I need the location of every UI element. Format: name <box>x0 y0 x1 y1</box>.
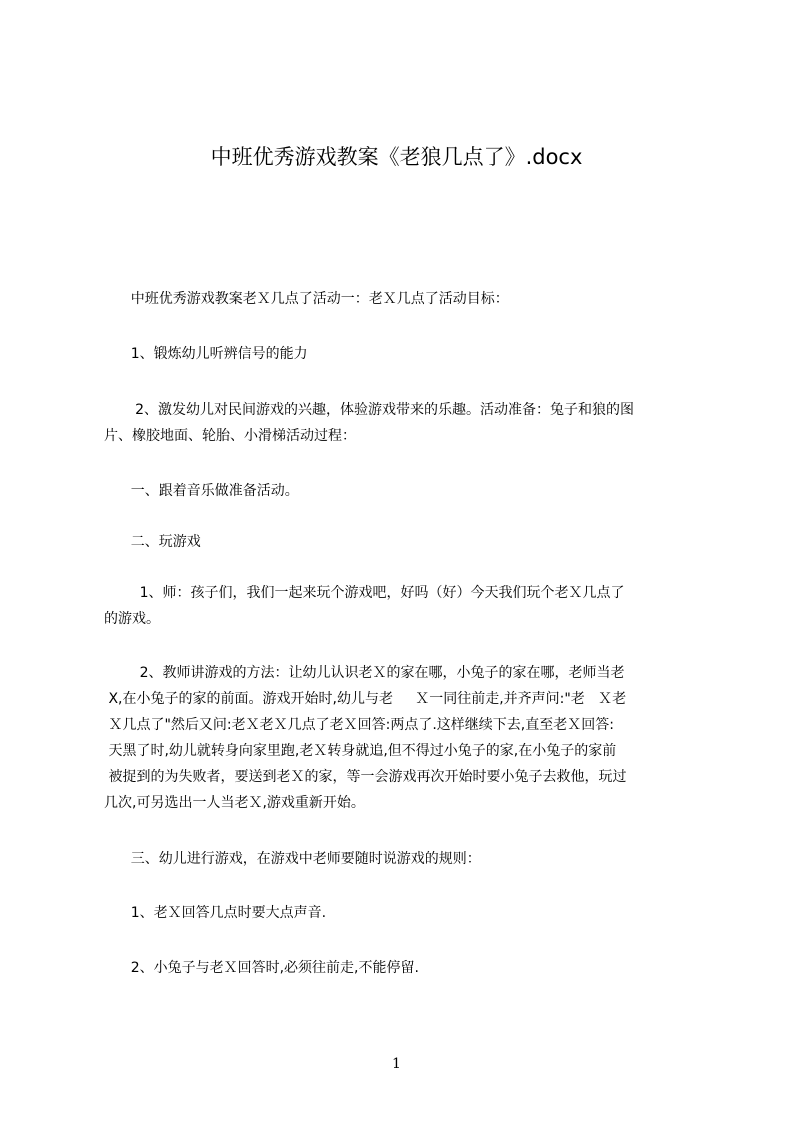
text-line: 2、激发幼儿对民间游戏的兴趣，体验游戏带来的乐趣。活动准备：兔子和狼的图 <box>104 402 635 418</box>
paragraph-teacher-intro <box>104 580 694 632</box>
text-line: 天黑了时,幼儿就转身向家里跑,老Ｘ转身就追,但不得过小兔子的家,在小兔子的家前 <box>104 743 617 759</box>
text-line: X,在小兔子的家的前面。游戏开始时,幼儿与老 Ｘ一同往前走,并齐声问:"老 Ｘ老 <box>104 691 627 707</box>
paragraph-goal-2 <box>104 397 694 449</box>
text-line: Ｘ几点了"然后又问:老Ｘ老Ｘ几点了老Ｘ回答:两点了.这样继续下去,直至老Ｘ回答: <box>104 717 614 733</box>
text-line: 片、橡胶地面、轮胎、小滑梯活动过程： <box>104 428 356 444</box>
text-line: 1、老Ｘ回答几点时要大点声音. <box>104 905 327 921</box>
text-line: 的游戏。 <box>104 611 160 627</box>
text-line: 一、跟着音乐做准备活动。 <box>104 483 299 499</box>
paragraph-goal-1 <box>104 341 694 367</box>
text-line: 2、小兔子与老Ｘ回答时,必须往前走,不能停留. <box>104 960 419 976</box>
paragraph-rule-1 <box>104 900 694 926</box>
paragraph-step-3 <box>104 846 694 872</box>
document-title: 中班优秀游戏教案《老狼几点了》.docx <box>210 145 583 169</box>
text-line: 1、师：孩子们，我们一起来玩个游戏吧，好吗（好）今天我们玩个老Ｘ几点了 <box>104 585 625 601</box>
text-line: 2、教师讲游戏的方法：让幼儿认识老Ｘ的家在哪，小兔子的家在哪，老师当老 <box>104 665 625 681</box>
paragraph-step-1 <box>104 478 694 504</box>
text-line: 二、玩游戏 <box>104 534 201 550</box>
text-line: 中班优秀游戏教案老Ｘ几点了活动一：老Ｘ几点了活动目标： <box>104 291 509 307</box>
text-line: 几次,可另选出一人当老Ｘ,游戏重新开始。 <box>104 795 365 811</box>
paragraph-step-2 <box>104 529 694 555</box>
text-line: 1、锻炼幼儿听辨信号的能力 <box>104 346 308 362</box>
text-line: 三、幼儿进行游戏，在游戏中老师要随时说游戏的规则： <box>104 851 481 867</box>
page-number: 1 <box>392 1056 401 1072</box>
paragraph-rule-2 <box>104 955 694 981</box>
text-line: 被捉到的为失败者，要送到老Ｘ的家，等一会游戏再次开始时要小兔子去救他，玩过 <box>104 769 627 785</box>
paragraph-game-method <box>104 660 694 816</box>
paragraph-intro <box>104 286 694 312</box>
